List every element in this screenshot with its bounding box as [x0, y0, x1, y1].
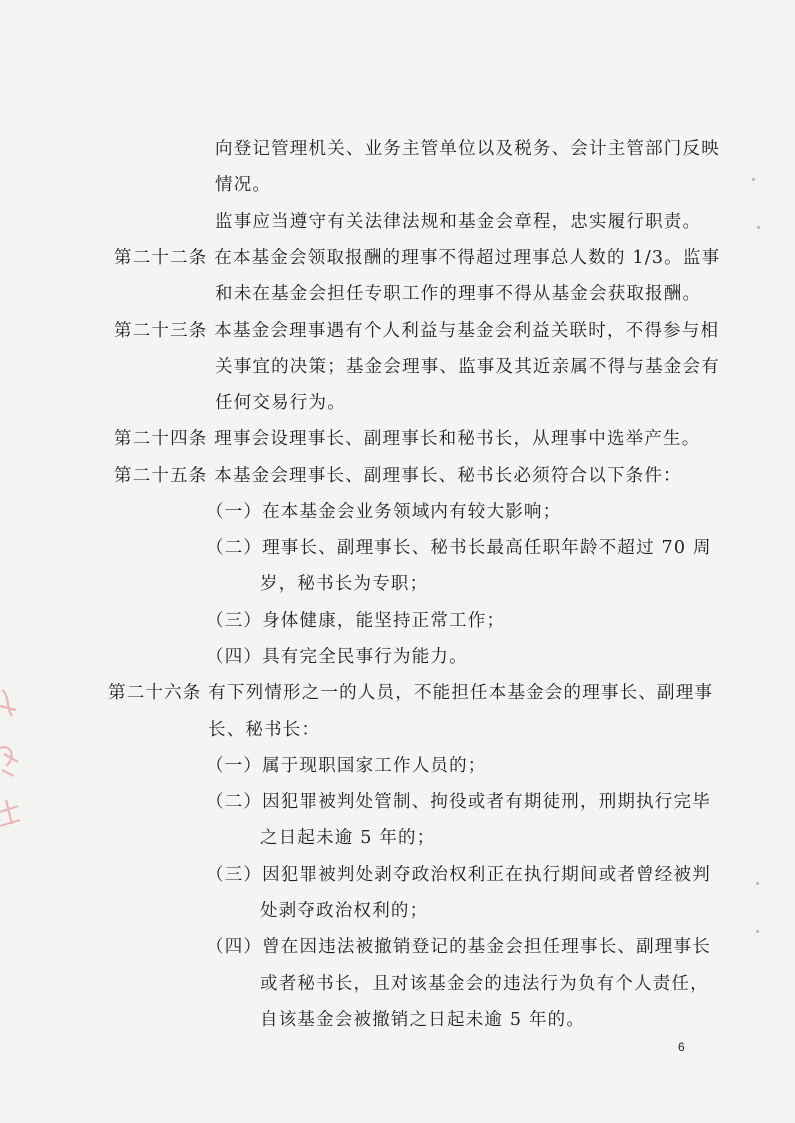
text-line: 或者秘书长，且对该基金会的违法行为负有个人责任，	[260, 974, 709, 994]
text-line: 关事宜的决策；基金会理事、监事及其近亲属不得与基金会有	[215, 357, 720, 377]
text-line: 岁，秘书长为专职；	[260, 574, 429, 594]
list-item: （一）属于现职国家工作人员的；	[206, 756, 487, 776]
text-line: 之日起未逾 5 年的；	[260, 828, 436, 848]
text-line: 任何交易行为。	[215, 393, 346, 413]
text-line: 监事应当遵守有关法律法规和基金会章程，忠实履行职责。	[215, 212, 702, 232]
list-item: （一）在本基金会业务领域内有较大影响；	[206, 502, 562, 522]
text-line: 情况。	[215, 175, 272, 195]
list-item: （三）因犯罪被判处剥夺政治权利正在执行期间或者曾经被判	[206, 865, 711, 885]
scan-speck	[756, 882, 759, 885]
text-line: 长、秘书长：	[208, 720, 321, 740]
text-line: 和未在基金会担任专职工作的理事不得从基金会获取报酬。	[215, 284, 702, 304]
article-heading: 第二十六条 有下列情形之一的人员，不能担任本基金会的理事长、副理事	[108, 683, 714, 703]
list-item: （三）身体健康，能坚持正常工作；	[206, 611, 506, 631]
article-heading: 第二十三条 本基金会理事遇有个人利益与基金会利益关联时，不得参与相	[114, 321, 720, 341]
list-item: （四）曾在因违法被撤销登记的基金会担任理事长、副理事长	[206, 937, 711, 957]
seal-stamp-fragment	[0, 686, 36, 846]
article-heading: 第二十五条 本基金会理事长、副理事长、秘书长必须符合以下条件：	[114, 466, 682, 486]
scan-speck	[757, 226, 760, 229]
bleed-through-text	[110, 178, 530, 197]
list-item: （四）具有完全民事行为能力。	[206, 647, 468, 667]
scan-speck	[756, 930, 759, 933]
list-item: （二）因犯罪被判处管制、拘役或者有期徒刑，刑期执行完毕	[206, 792, 711, 812]
text-line: 处剥夺政治权利的；	[260, 901, 429, 921]
article-heading: 第二十四条 理事会设理事长、副理事长和秘书长，从理事中选举产生。	[114, 429, 701, 449]
list-item: （二）理事长、副理事长、秘书长最高任职年龄不超过 70 周	[206, 538, 712, 558]
scan-speck	[752, 178, 755, 181]
page-number: 6	[678, 1040, 685, 1054]
article-heading: 第二十二条 在本基金会领取报酬的理事不得超过理事总人数的 1/3。监事	[114, 248, 721, 268]
text-line: 向登记管理机关、业务主管单位以及税务、会计主管部门反映	[215, 139, 720, 159]
text-line: 自该基金会被撤销之日起未逾 5 年的。	[260, 1010, 586, 1030]
